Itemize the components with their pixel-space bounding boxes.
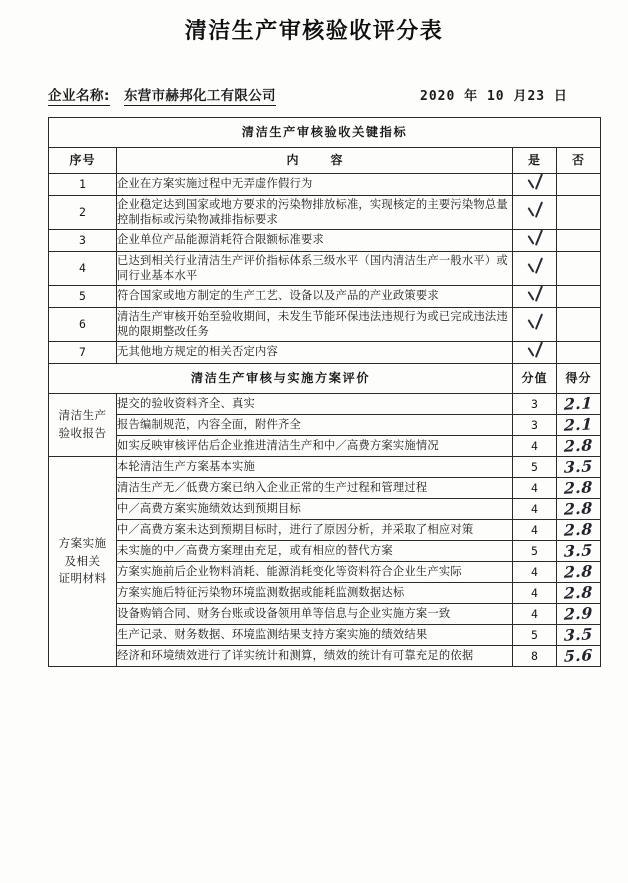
- row-score: [557, 394, 601, 415]
- row-no-mark: [557, 252, 601, 286]
- row-points: 4: [513, 562, 557, 583]
- column-header-index: 序号: [49, 148, 117, 174]
- group-label-1: [49, 394, 117, 457]
- handwritten-score: 2.8: [563, 435, 594, 457]
- section1-header: 清洁生产审核验收关键指标: [49, 118, 601, 148]
- row-no-mark: [557, 342, 601, 364]
- row-content: 生产记录、财务数据、环境监测结果支持方案实施的绩效结果: [117, 625, 513, 646]
- row-content: 如实反映审核评估后企业推进清洁生产和中／高费方案实施情况: [117, 436, 513, 457]
- column-header-points: 分值: [513, 364, 557, 394]
- page-title: 清洁生产审核验收评分表: [184, 19, 444, 44]
- row-points: 3: [513, 394, 557, 415]
- column-header-score: 得分: [557, 364, 601, 394]
- handwritten-score: 2.8: [563, 519, 594, 541]
- row-content: 清洁生产无／低费方案已纳入企业正常的生产过程和管理过程: [117, 478, 513, 499]
- check-mark-icon: [525, 202, 545, 219]
- row-points: 4: [513, 436, 557, 457]
- row-points: 4: [513, 478, 557, 499]
- handwritten-score: 3.5: [563, 456, 594, 478]
- scoring-table: [48, 117, 601, 667]
- table-row: [49, 174, 601, 196]
- handwritten-score: 2.8: [563, 477, 594, 499]
- row-score: [557, 520, 601, 541]
- row-yes-mark: [513, 342, 557, 364]
- row-points: 5: [513, 541, 557, 562]
- row-content: 本轮清洁生产方案基本实施: [117, 457, 513, 478]
- row-content: 符合国家或地方制定的生产工艺、设备以及产品的产业政策要求: [117, 286, 513, 308]
- row-no-mark: [557, 286, 601, 308]
- check-mark-icon: [525, 174, 545, 191]
- table-row: [49, 308, 601, 342]
- row-content: 提交的验收资料齐全、真实: [117, 394, 513, 415]
- section2-header-row: [49, 364, 601, 394]
- handwritten-score: 2.8: [563, 498, 594, 520]
- row-index: 4: [49, 252, 117, 286]
- table-row: [49, 646, 601, 667]
- company-name-value: 东营市赫邦化工有限公司: [124, 84, 276, 106]
- document-meta-row: [48, 84, 600, 106]
- row-score: [557, 646, 601, 667]
- table-row: [49, 286, 601, 308]
- table-row: [49, 478, 601, 499]
- row-points: 3: [513, 415, 557, 436]
- table-row: [49, 625, 601, 646]
- row-content: 清洁生产审核开始至验收期间，未发生节能环保违法违规行为或已完成违法违规的限期整改任务: [117, 308, 513, 342]
- row-score: [557, 499, 601, 520]
- row-content: 未实施的中／高费方案理由充足，或有相应的替代方案: [117, 541, 513, 562]
- row-points: 5: [513, 625, 557, 646]
- row-yes-mark: [513, 252, 557, 286]
- column-header-content: 内 容: [117, 148, 513, 174]
- row-yes-mark: [513, 286, 557, 308]
- column-header-yes: 是: [513, 148, 557, 174]
- handwritten-score: 2.8: [563, 561, 594, 583]
- group-label-line: 方案实施: [58, 535, 107, 550]
- table-row: [49, 604, 601, 625]
- table-row: [49, 252, 601, 286]
- row-index: 1: [49, 174, 117, 196]
- section2-header: 清洁生产审核与实施方案评价: [49, 364, 513, 394]
- row-content: 设备购销合同、财务台账或设备领用单等信息与企业实施方案一致: [117, 604, 513, 625]
- row-yes-mark: [513, 196, 557, 230]
- row-content: 报告编制规范，内容全面，附件齐全: [117, 415, 513, 436]
- row-points: 5: [513, 457, 557, 478]
- row-score: [557, 604, 601, 625]
- table-row: [49, 520, 601, 541]
- table-row: [49, 541, 601, 562]
- group-label-line: 清洁生产: [58, 408, 107, 423]
- row-score: [557, 457, 601, 478]
- row-content: 方案实施前后企业物料消耗、能源消耗变化等资料符合企业生产实际: [117, 562, 513, 583]
- row-score: [557, 562, 601, 583]
- row-content: 已达到相关行业清洁生产评价指标体系三级水平（国内清洁生产一般水平）或同行业基本水平: [117, 252, 513, 286]
- row-yes-mark: [513, 308, 557, 342]
- row-score: [557, 478, 601, 499]
- table-row: [49, 230, 601, 252]
- row-index: 3: [49, 230, 117, 252]
- section1-column-header-row: [49, 148, 601, 174]
- table-row: [49, 415, 601, 436]
- table-row: [49, 499, 601, 520]
- row-content: 企业单位产品能源消耗符合限额标准要求: [117, 230, 513, 252]
- handwritten-score: 2.9: [563, 603, 594, 625]
- table-row: [49, 583, 601, 604]
- table-row: [49, 196, 601, 230]
- row-no-mark: [557, 196, 601, 230]
- row-content: 经济和环境绩效进行了详实统计和测算，绩效的统计有可靠充足的依据: [117, 646, 513, 667]
- handwritten-score: 3.5: [563, 540, 594, 562]
- row-no-mark: [557, 308, 601, 342]
- row-points: 4: [513, 520, 557, 541]
- check-mark-icon: [525, 286, 545, 303]
- row-content: 中／高费方案实施绩效达到预期目标: [117, 499, 513, 520]
- row-score: [557, 583, 601, 604]
- check-mark-icon: [525, 314, 545, 331]
- row-no-mark: [557, 230, 601, 252]
- row-index: 6: [49, 308, 117, 342]
- row-score: [557, 436, 601, 457]
- column-header-no: 否: [557, 148, 601, 174]
- row-yes-mark: [513, 230, 557, 252]
- handwritten-score: 5.6: [563, 645, 594, 667]
- check-mark-icon: [525, 230, 545, 247]
- row-index: 2: [49, 196, 117, 230]
- table-row: [49, 394, 601, 415]
- table-row: [49, 342, 601, 364]
- row-points: 4: [513, 604, 557, 625]
- row-index: 7: [49, 342, 117, 364]
- row-points: 4: [513, 583, 557, 604]
- table-row: [49, 562, 601, 583]
- row-content: 中／高费方案未达到预期目标时，进行了原因分析，并采取了相应对策: [117, 520, 513, 541]
- row-content: 企业在方案实施过程中无弄虚作假行为: [117, 174, 513, 196]
- company-name-label: 企业名称:: [48, 84, 110, 106]
- row-content: 无其他地方规定的相关否定内容: [117, 342, 513, 364]
- group-label-line: 证明材料: [58, 571, 107, 586]
- row-yes-mark: [513, 174, 557, 196]
- check-mark-icon: [525, 258, 545, 275]
- row-score: [557, 541, 601, 562]
- document-date: 2020 年 10 月23 日: [420, 89, 568, 104]
- handwritten-score: 2.1: [563, 393, 594, 415]
- handwritten-score: 3.5: [563, 624, 594, 646]
- row-content: 方案实施后特征污染物环境监测数据或能耗监测数据达标: [117, 583, 513, 604]
- row-index: 5: [49, 286, 117, 308]
- row-points: 8: [513, 646, 557, 667]
- handwritten-score: 2.8: [563, 582, 594, 604]
- row-score: [557, 415, 601, 436]
- row-no-mark: [557, 174, 601, 196]
- handwritten-score: 2.1: [563, 414, 594, 436]
- row-content: 企业稳定达到国家或地方要求的污染物排放标准，实现核定的主要污染物总量控制指标或污染物减排指标要求: [117, 196, 513, 230]
- group-label-2: [49, 457, 117, 667]
- table-row: [49, 436, 601, 457]
- check-mark-icon: [525, 342, 545, 359]
- table-row: [49, 457, 601, 478]
- section1-header-row: [49, 118, 601, 148]
- group-label-line: 及相关: [64, 553, 101, 568]
- row-score: [557, 625, 601, 646]
- row-points: 4: [513, 499, 557, 520]
- group-label-line: 验收报告: [58, 426, 107, 440]
